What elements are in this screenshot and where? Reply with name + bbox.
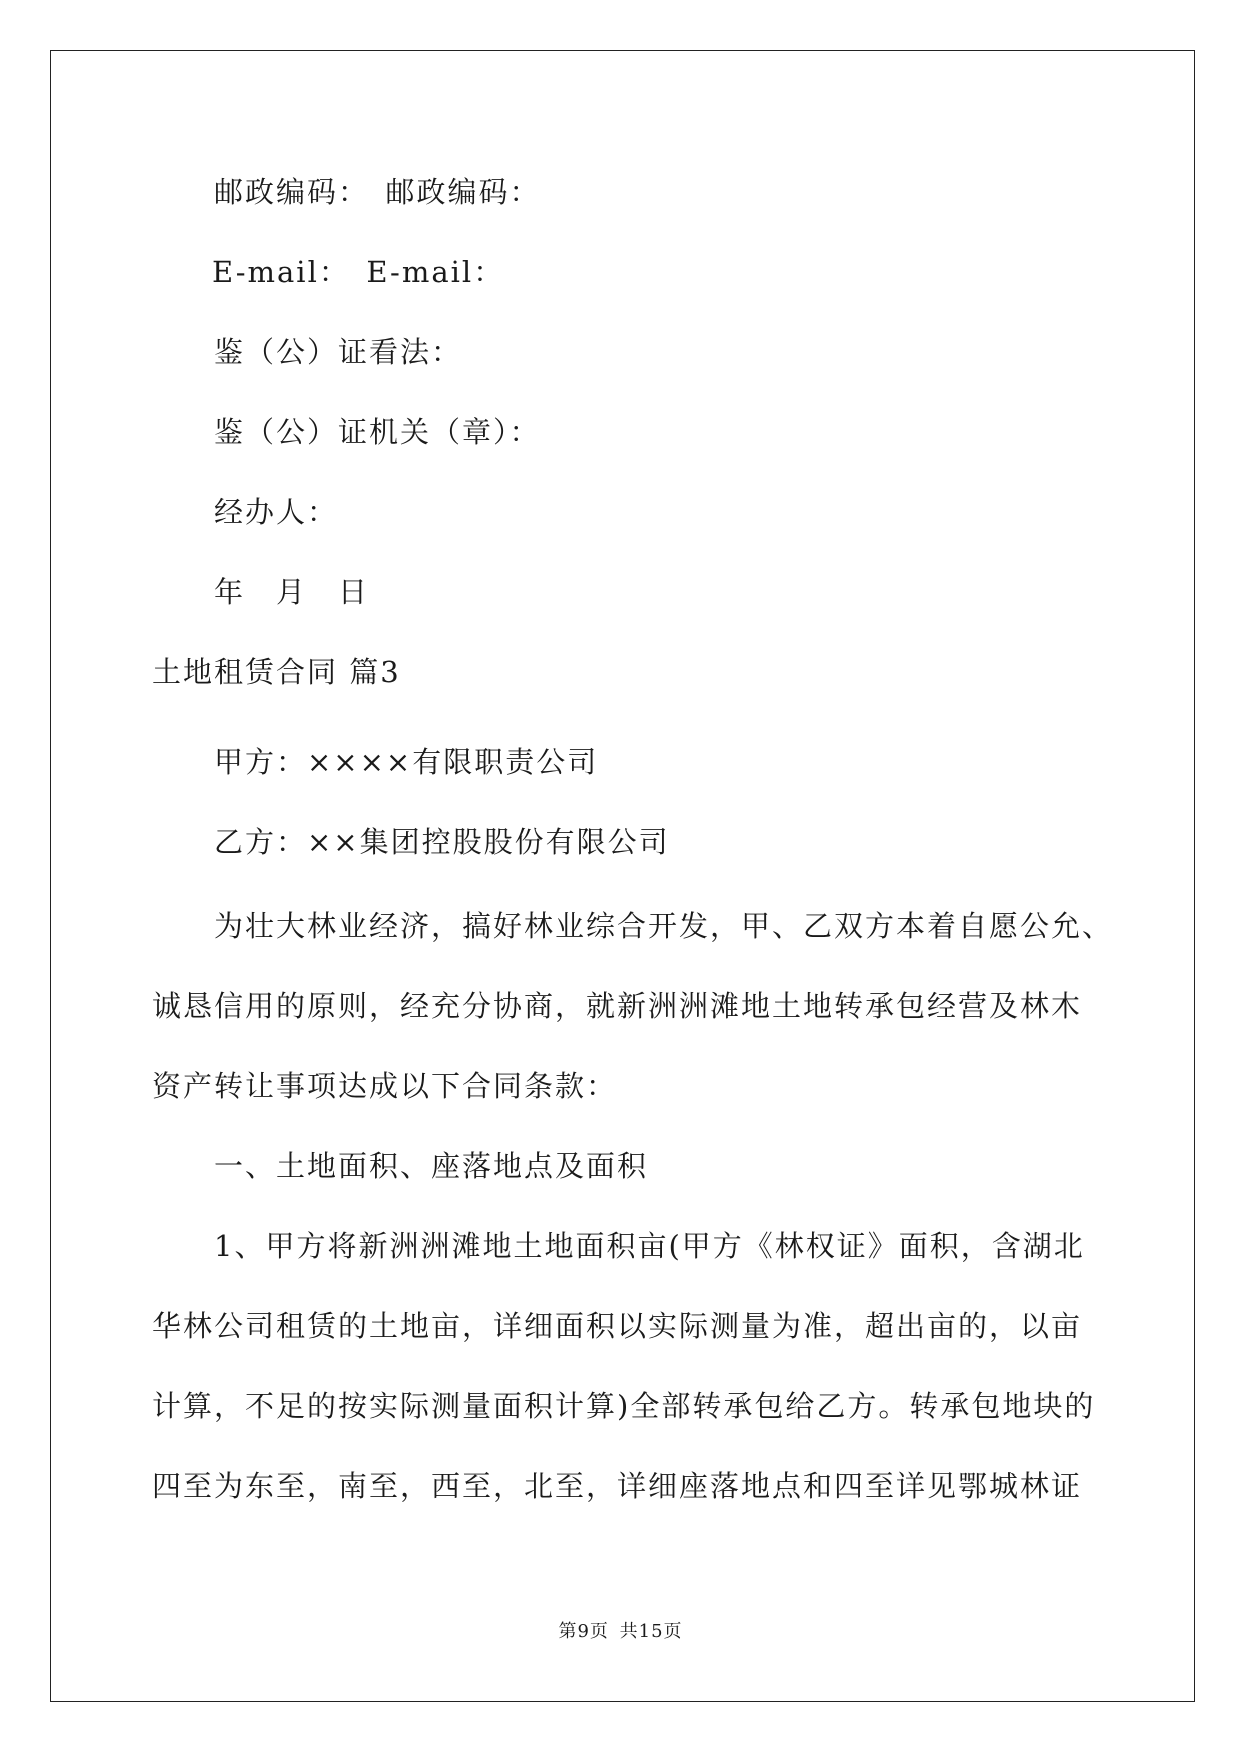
clause-heading: 一、土地面积、座落地点及面积 (214, 1149, 649, 1183)
notary-opinion-line: 鉴（公）证看法： (214, 335, 463, 369)
paragraph-line: 四至为东至，南至，西至，北至，详细座落地点和四至详见鄂城林证 (152, 1469, 1083, 1503)
email-line: E-mail： E-mail： (212, 255, 505, 289)
total-pages: 共15页 (619, 1621, 683, 1642)
handler-line: 经办人： (214, 495, 339, 529)
paragraph-line: 诚恳信用的原则，经充分协商，就新洲洲滩地土地转承包经营及林木 (152, 989, 1083, 1023)
date-line: 年 月 日 (214, 575, 370, 609)
page-footer (0, 1620, 1241, 1644)
paragraph-line: 资产转让事项达成以下合同条款： (152, 1069, 618, 1103)
paragraph-line: 1、甲方将新洲洲滩地土地面积亩(甲方《林权证》面积，含湖北 (214, 1229, 1085, 1263)
paragraph-line: 华林公司租赁的土地亩，详细面积以实际测量为准，超出亩的，以亩 (152, 1309, 1083, 1343)
party-b-line: 乙方：××集团控股股份有限公司 (214, 825, 670, 859)
paragraph-line: 计算，不足的按实际测量面积计算)全部转承包给乙方。转承包地块的 (152, 1389, 1096, 1423)
page-border (50, 50, 1195, 1702)
paragraph-line: 为壮大林业经济，搞好林业综合开发，甲、乙双方本着自愿公允、 (214, 909, 1114, 943)
notary-office-line: 鉴（公）证机关（章）： (214, 415, 541, 449)
party-a-line: 甲方：××××有限职责公司 (214, 745, 599, 779)
postal-code-line: 邮政编码： 邮政编码： (214, 175, 541, 209)
section-title: 土地租赁合同 篇3 (152, 655, 401, 689)
page-number: 第9页 (558, 1621, 609, 1642)
